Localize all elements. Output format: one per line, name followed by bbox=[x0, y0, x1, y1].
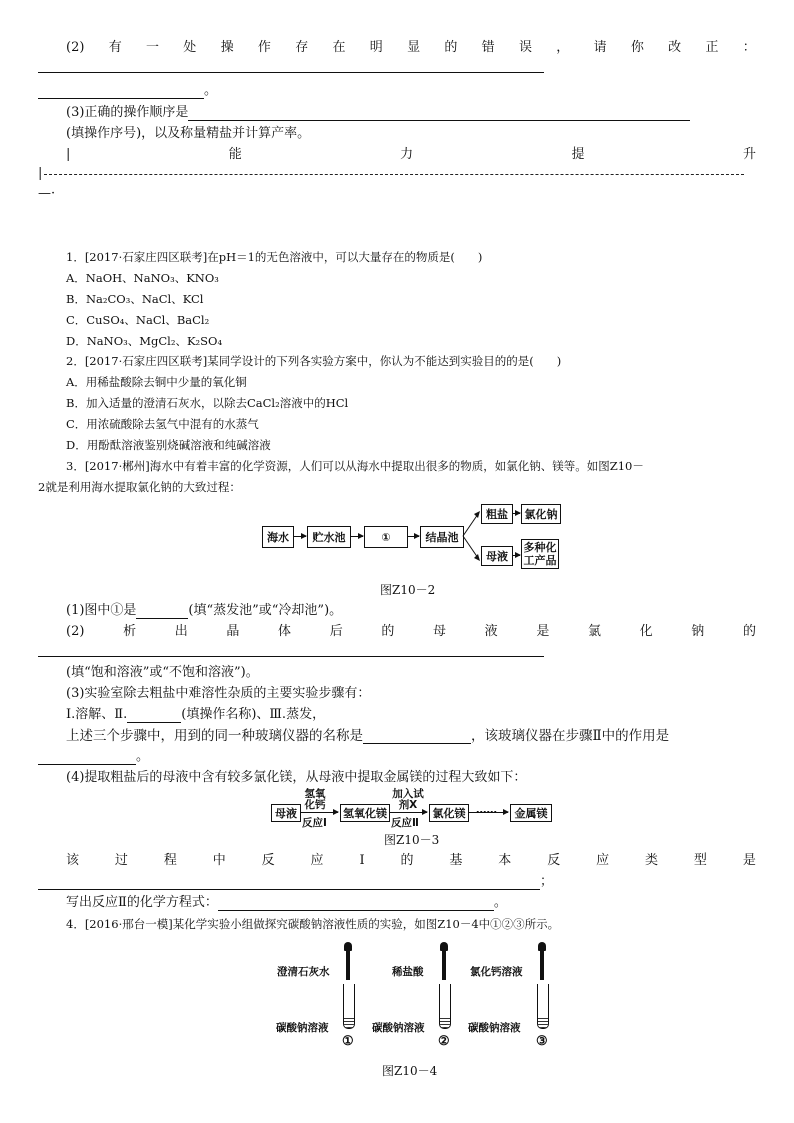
figure-caption: 图Z10－3 bbox=[384, 833, 440, 847]
q1-option-c: C．CuSO₄、NaCl、BaCl₂ bbox=[66, 313, 210, 327]
arrow bbox=[293, 536, 306, 537]
dash-start: | bbox=[38, 166, 43, 181]
arrow2-label-bottom: 反应Ⅱ bbox=[391, 817, 419, 829]
q3-part3-steps: Ⅰ.溶解、Ⅱ. (填操作名称)、Ⅲ.蒸发， bbox=[66, 707, 326, 722]
box-pond-1: ① bbox=[364, 526, 408, 548]
figure-caption: 图Z10－2 bbox=[380, 583, 436, 597]
test-tube-icon bbox=[537, 984, 549, 1029]
q2-option-b: B．加入适量的澄清石灰水，以除去CaCl₂溶液中的HCl bbox=[66, 396, 349, 410]
q3-part1: (1)图中①是 (填“蒸发池”或“冷却池”)。 bbox=[66, 603, 343, 618]
dropper-icon bbox=[540, 950, 544, 980]
q2-stem: 2．[2017·石家庄四区联考]某同学设计的下列各实验方案中，你认为不能达到实验目的的是( ) bbox=[66, 354, 562, 368]
reaction-type-blank[interactable] bbox=[38, 876, 540, 890]
q2-option-a: A．用稀盐酸除去铜中少量的氧化铜 bbox=[66, 375, 247, 389]
box-magnesium-hydroxide: 氢氧化镁 bbox=[340, 804, 390, 822]
tube-number-2: ② bbox=[438, 1034, 450, 1049]
branch-arrows bbox=[462, 508, 482, 566]
q3-order-line: (3)正确的操作顺序是 bbox=[66, 105, 690, 121]
q4-stem: 4．[2016·邢台一模]某化学实验小组做探究碳酸钠溶液性质的实验，如图Z10－4中①②③所示。 bbox=[66, 917, 560, 931]
tube-number-3: ③ bbox=[536, 1034, 548, 1049]
arrow bbox=[407, 536, 419, 537]
order-blank[interactable] bbox=[188, 107, 690, 121]
arrow bbox=[512, 555, 520, 556]
dash-divider bbox=[44, 174, 744, 175]
box-magnesium-chloride: 氯化镁 bbox=[429, 804, 469, 822]
test-tube-icon bbox=[343, 984, 355, 1029]
q3-stem-line2: 2就是利用海水提取氯化钠的大致过程： bbox=[38, 480, 241, 494]
operation-blank[interactable] bbox=[127, 709, 181, 723]
arrow bbox=[512, 513, 520, 514]
q3-part4-line: 该 过 程 中 反 应 Ⅰ 的 基 本 反 应 类 型 是 bbox=[66, 853, 756, 868]
solution-label-1: 碳酸钠溶液 bbox=[276, 1022, 329, 1034]
dropper-icon bbox=[442, 950, 446, 980]
q1-option-b: B．Na₂CO₃、NaCl、KCl bbox=[66, 292, 204, 306]
q1-stem: 1．[2017·石家庄四区联考]在pH＝1的无色溶液中，可以大量存在的物质是( ) bbox=[66, 250, 483, 264]
arrow1-label-top: 氢氧化钙 bbox=[304, 788, 326, 811]
box-crude-salt: 粗盐 bbox=[481, 504, 513, 524]
q2-option-c: C．用浓硫酸除去氢气中混有的水蒸气 bbox=[66, 417, 259, 431]
arrow2-label-top: 加入试剂X bbox=[392, 788, 424, 811]
reaction-type-line: ； bbox=[38, 874, 553, 890]
dropper-icon bbox=[346, 950, 350, 980]
function-blank[interactable] bbox=[38, 751, 136, 765]
box-seawater: 海水 bbox=[262, 526, 294, 548]
q2-option-d: D．用酚酞溶液鉴别烧碱溶液和纯碱溶液 bbox=[66, 438, 271, 452]
arrow-reaction-1 bbox=[300, 812, 338, 813]
reagent-label-3: 氯化钙溶液 bbox=[470, 966, 523, 978]
box-metal-magnesium: 金属镁 bbox=[510, 804, 552, 822]
test-tube-icon bbox=[439, 984, 451, 1029]
box-mother-liquor: 母液 bbox=[481, 546, 513, 566]
arrow-reaction-2 bbox=[389, 812, 427, 813]
equation-blank[interactable] bbox=[218, 897, 494, 911]
q3-part3-title: (3)实验室除去粗盐中难溶性杂质的主要实验步骤有： bbox=[66, 686, 371, 701]
q3-equation-line: 写出反应Ⅱ的化学方程式： 。 bbox=[66, 895, 507, 910]
reagent-label-1: 澄清石灰水 bbox=[277, 966, 330, 978]
answer-line[interactable] bbox=[38, 60, 544, 73]
arrow bbox=[350, 536, 363, 537]
q3-note: (填操作序号)，以及称量精盐并计算产率。 bbox=[66, 126, 311, 141]
q3-part2-note: (填“饱和溶液”或“不饱和溶液”)。 bbox=[66, 665, 259, 680]
dash-end: —· bbox=[38, 186, 56, 201]
figure-caption: 图Z10－4 bbox=[382, 1064, 438, 1078]
q3-part2: (2) 析 出 晶 体 后 的 母 液 是 氯 化 钠 的 bbox=[66, 624, 756, 639]
tube-number-1: ① bbox=[342, 1034, 354, 1049]
arrow bbox=[468, 812, 508, 813]
box-crystallization: 结晶池 bbox=[420, 526, 464, 548]
instrument-blank[interactable] bbox=[363, 730, 471, 744]
q1-option-a: A．NaOH、NaNO₃、KNO₃ bbox=[66, 271, 219, 285]
q3-part3-line: 上述三个步骤中，用到的同一种玻璃仪器的名称是 ，该玻璃仪器在步骤Ⅱ中的作用是 bbox=[66, 728, 670, 744]
box-sodium-chloride: 氯化钠 bbox=[521, 504, 561, 524]
q3-part3-end: 。 bbox=[38, 749, 149, 765]
part1-blank[interactable] bbox=[136, 605, 188, 619]
part2-answer-line[interactable] bbox=[38, 644, 544, 657]
solution-label-3: 碳酸钠溶液 bbox=[468, 1022, 521, 1034]
solution-label-2: 碳酸钠溶液 bbox=[372, 1022, 425, 1034]
q3-stem-line1: 3．[2017·郴州]海水中有着丰富的化学资源，人们可以从海水中提取出很多的物质，如氯化钠、镁等。如图Z10－ bbox=[66, 459, 644, 473]
box-mother-liquor: 母液 bbox=[271, 804, 301, 822]
q2-line: (2) 有 一 处 操 作 存 在 明 显 的 错 误 ， 请 你 改 正 ： bbox=[66, 40, 756, 55]
answer-blank[interactable] bbox=[38, 85, 204, 99]
answer-line-end: 。 bbox=[38, 83, 217, 99]
box-chemical-products: 多种化工产品 bbox=[521, 539, 559, 569]
ellipsis: …… bbox=[476, 804, 497, 816]
q1-option-d: D．NaNO₃、MgCl₂、K₂SO₄ bbox=[66, 334, 223, 348]
q3-part4-title: (4)提取粗盐后的母液中含有较多氯化镁，从母液中提取金属镁的过程大致如下： bbox=[66, 770, 527, 785]
ability-heading: | 能 力 提 升 bbox=[66, 147, 756, 162]
arrow1-label-bottom: 反应Ⅰ bbox=[302, 817, 327, 829]
reagent-label-2: 稀盐酸 bbox=[392, 966, 424, 978]
box-reservoir: 贮水池 bbox=[307, 526, 351, 548]
